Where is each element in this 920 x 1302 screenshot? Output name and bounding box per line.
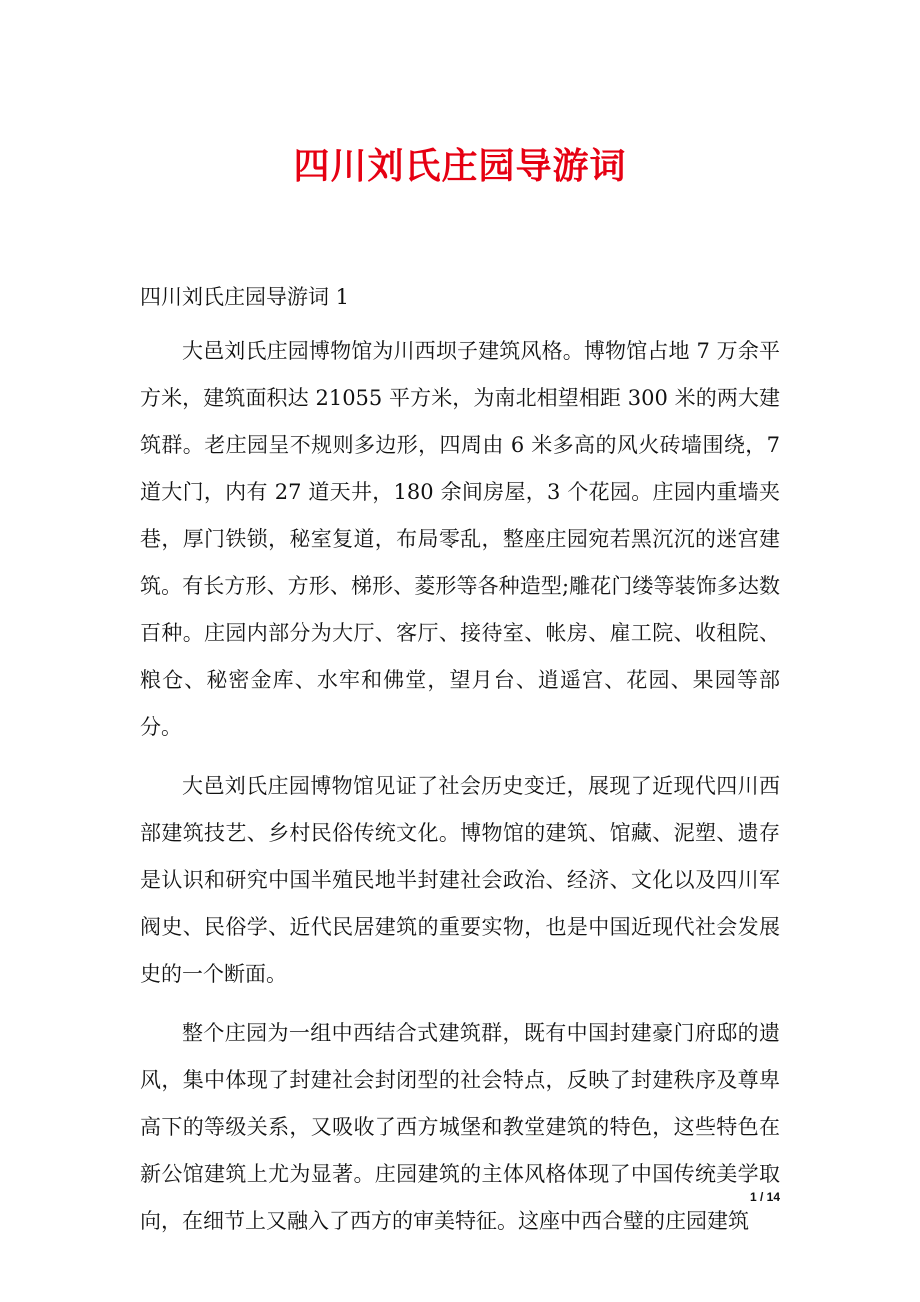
section-heading: 四川刘氏庄园导游词 1 bbox=[140, 285, 350, 309]
paragraph-2: 大邑刘氏庄园博物馆见证了社会历史变迁，展现了近现代四川西部建筑技艺、乡村民俗传统文化。博物馆的建筑、馆藏、泥塑、遗存是认识和研究中国半殖民地半封建社会政治、经济、文化以及四川军阀史、民俗学、近代民居建筑的重要实物，也是中国近现代社会发展史的一个断面。 bbox=[140, 774, 780, 986]
paragraph-1: 大邑刘氏庄园博物馆为川西坝子建筑风格。博物馆占地 7 万余平方米，建筑面积达 21055 平方米，为南北相望相距 300 米的两大建筑群。老庄园呈不规则多边形，四周由 6 米多高的风火砖墙围绕，7 道大门，内有 27 道天井，180 余间房屋，3 个花园。庄园内重墙夹巷，厚门铁锁，秘室复道，布局零乱，整座庄园宛若黑沉沉的迷宫建筑。有长方形、方形、梯形、菱形等各种造型;雕花门缕等装饰多达数百种。庄园内部分为大厅、客厅、接待室、帐房、雇工院、收租院、粮仓、秘密金库、水牢和佛堂，望月台、逍遥宫、花园、果园等部分。 bbox=[140, 339, 780, 739]
document-title: 四川刘氏庄园导游词 bbox=[293, 145, 627, 187]
paragraph-3: 整个庄园为一组中西结合式建筑群，既有中国封建豪门府邸的遗风，集中体现了封建社会封闭型的社会特点，反映了封建秩序及尊卑高下的等级关系，又吸收了西方城堡和教堂建筑的特色，这些特色在新公馆建筑上尤为显著。庄园建筑的主体风格体现了中国传统美学取向，在细节上又融入了西方的审美特征。这座中西合璧的庄园建筑 bbox=[140, 1021, 780, 1233]
page-number: 1 / 14 bbox=[749, 1190, 780, 1204]
document-body bbox=[140, 328, 780, 1245]
